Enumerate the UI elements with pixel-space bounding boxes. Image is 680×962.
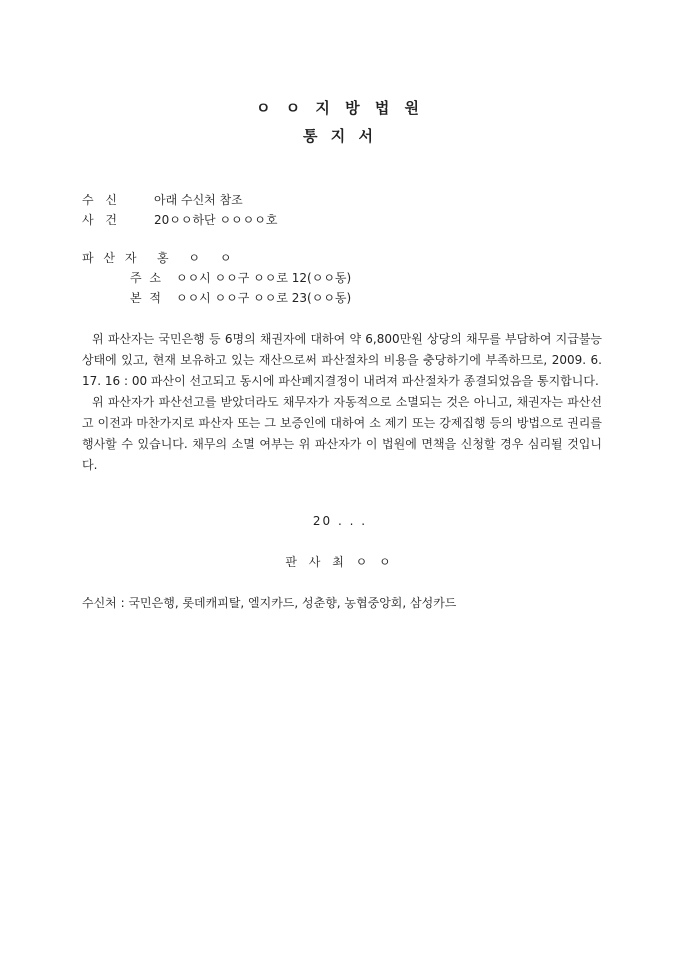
document-title: 통 지 서 <box>303 127 377 145</box>
court-name: ㅇ ㅇ 지 방 법 원 <box>255 99 425 117</box>
recipients-list: 수신처 : 국민은행, 롯데캐피탈, 엘지카드, 성춘향, 농협중앙회, 삼성카드 <box>82 596 457 610</box>
case-row <box>82 212 277 228</box>
document-date: 20 . . . <box>312 514 368 528</box>
recipient-row <box>82 192 243 208</box>
notice-body <box>82 329 602 476</box>
address-value: ㅇㅇ시 ㅇㅇ구 ㅇㅇ로 12(ㅇㅇ동) <box>176 271 352 285</box>
address-label: 주 소 <box>130 271 163 285</box>
case-label: 사 건 <box>82 213 121 227</box>
body-paragraph-1: 위 파산자는 국민은행 등 6명의 채권자에 대하여 약 6,800만원 상당의 채무를 부담하여 지급불능상태에 있고, 현재 보유하고 있는 재산으로써 파산절차의 비용을 충당하기에 부족하므로, 2009. 6. 17. 16 : 00 파산이 선고되고 동시에 파산폐지결정이 내려져 파산절차가 종결되었음을 통지합니다. <box>82 332 602 388</box>
debtor-name: 홍 ㅇ ㅇ <box>157 251 240 265</box>
case-value: 20ㅇㅇ하단 ㅇㅇㅇㅇ호 <box>154 213 278 227</box>
debtor-label: 파 산 자 <box>82 251 140 265</box>
registered-row <box>130 290 351 306</box>
registered-value: ㅇㅇ시 ㅇㅇ구 ㅇㅇ로 23(ㅇㅇ동) <box>176 291 352 305</box>
recipient-value: 아래 수신처 참조 <box>154 193 243 207</box>
judge-signature: 판 사 최 ㅇ ㅇ <box>285 555 395 569</box>
recipient-label: 수 신 <box>82 193 121 207</box>
address-row <box>130 270 351 286</box>
body-paragraph-2: 위 파산자가 파산선고를 받았더라도 채무자가 자동적으로 소멸되는 것은 아니고, 채권자는 파산선고 이전과 마찬가지로 파산자 또는 그 보증인에 대하여 소 제기 또는 강제집행 등의 방법으로 권리를 행사할 수 있습니다. 채무의 소멸 여부는 위 파산자가 이 법원에 면책을 신청할 경우 심리될 것입니다. <box>82 395 602 472</box>
debtor-row <box>82 250 239 266</box>
registered-label: 본 적 <box>130 291 163 305</box>
